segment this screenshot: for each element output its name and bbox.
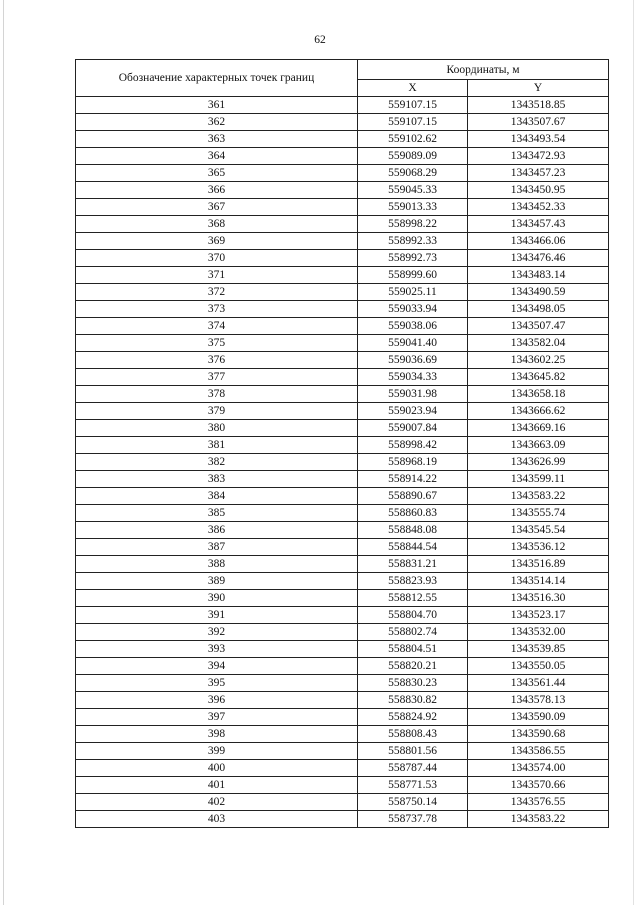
point-number-cell: 398 bbox=[76, 726, 358, 743]
point-number-cell: 384 bbox=[76, 488, 358, 505]
y-coordinate-cell: 1343666.62 bbox=[468, 403, 609, 420]
y-coordinate-cell: 1343663.09 bbox=[468, 437, 609, 454]
point-number-cell: 361 bbox=[76, 97, 358, 114]
table-row bbox=[76, 369, 609, 386]
header-x: X bbox=[358, 80, 468, 97]
x-coordinate-cell: 559036.69 bbox=[358, 352, 468, 369]
header-coordinates: Координаты, м bbox=[358, 60, 609, 80]
point-number-cell: 403 bbox=[76, 811, 358, 828]
table-row bbox=[76, 148, 609, 165]
table-row bbox=[76, 454, 609, 471]
point-number-cell: 383 bbox=[76, 471, 358, 488]
y-coordinate-cell: 1343590.09 bbox=[468, 709, 609, 726]
x-coordinate-cell: 559041.40 bbox=[358, 335, 468, 352]
x-coordinate-cell: 558808.43 bbox=[358, 726, 468, 743]
table-row bbox=[76, 488, 609, 505]
point-number-cell: 362 bbox=[76, 114, 358, 131]
x-coordinate-cell: 558844.54 bbox=[358, 539, 468, 556]
x-coordinate-cell: 559023.94 bbox=[358, 403, 468, 420]
table-row bbox=[76, 522, 609, 539]
table-row bbox=[76, 318, 609, 335]
point-number-cell: 376 bbox=[76, 352, 358, 369]
x-coordinate-cell: 559068.29 bbox=[358, 165, 468, 182]
table-row bbox=[76, 267, 609, 284]
y-coordinate-cell: 1343539.85 bbox=[468, 641, 609, 658]
table-row bbox=[76, 743, 609, 760]
point-number-cell: 396 bbox=[76, 692, 358, 709]
point-number-cell: 402 bbox=[76, 794, 358, 811]
y-coordinate-cell: 1343466.06 bbox=[468, 233, 609, 250]
point-number-cell: 365 bbox=[76, 165, 358, 182]
x-coordinate-cell: 559025.11 bbox=[358, 284, 468, 301]
x-coordinate-cell: 558801.56 bbox=[358, 743, 468, 760]
y-coordinate-cell: 1343493.54 bbox=[468, 131, 609, 148]
y-coordinate-cell: 1343490.59 bbox=[468, 284, 609, 301]
table-row bbox=[76, 675, 609, 692]
table-row bbox=[76, 182, 609, 199]
x-coordinate-cell: 559034.33 bbox=[358, 369, 468, 386]
table-row bbox=[76, 165, 609, 182]
x-coordinate-cell: 559038.06 bbox=[358, 318, 468, 335]
coordinates-table bbox=[75, 59, 609, 828]
point-number-cell: 370 bbox=[76, 250, 358, 267]
y-coordinate-cell: 1343507.67 bbox=[468, 114, 609, 131]
table-row bbox=[76, 352, 609, 369]
table-row bbox=[76, 386, 609, 403]
table-row bbox=[76, 726, 609, 743]
x-coordinate-cell: 558750.14 bbox=[358, 794, 468, 811]
point-number-cell: 392 bbox=[76, 624, 358, 641]
y-coordinate-cell: 1343550.05 bbox=[468, 658, 609, 675]
y-coordinate-cell: 1343645.82 bbox=[468, 369, 609, 386]
x-coordinate-cell: 558737.78 bbox=[358, 811, 468, 828]
x-coordinate-cell: 559045.33 bbox=[358, 182, 468, 199]
y-coordinate-cell: 1343483.14 bbox=[468, 267, 609, 284]
y-coordinate-cell: 1343452.33 bbox=[468, 199, 609, 216]
y-coordinate-cell: 1343516.30 bbox=[468, 590, 609, 607]
point-number-cell: 377 bbox=[76, 369, 358, 386]
x-coordinate-cell: 558890.67 bbox=[358, 488, 468, 505]
y-coordinate-cell: 1343599.11 bbox=[468, 471, 609, 488]
table-row bbox=[76, 471, 609, 488]
x-coordinate-cell: 558998.22 bbox=[358, 216, 468, 233]
y-coordinate-cell: 1343590.68 bbox=[468, 726, 609, 743]
y-coordinate-cell: 1343516.89 bbox=[468, 556, 609, 573]
y-coordinate-cell: 1343536.12 bbox=[468, 539, 609, 556]
y-coordinate-cell: 1343570.66 bbox=[468, 777, 609, 794]
header-y: Y bbox=[468, 80, 609, 97]
y-coordinate-cell: 1343574.00 bbox=[468, 760, 609, 777]
table-row bbox=[76, 505, 609, 522]
x-coordinate-cell: 558992.73 bbox=[358, 250, 468, 267]
table-row bbox=[76, 573, 609, 590]
point-number-cell: 369 bbox=[76, 233, 358, 250]
point-number-cell: 397 bbox=[76, 709, 358, 726]
y-coordinate-cell: 1343476.46 bbox=[468, 250, 609, 267]
point-number-cell: 364 bbox=[76, 148, 358, 165]
table-row bbox=[76, 216, 609, 233]
y-coordinate-cell: 1343578.13 bbox=[468, 692, 609, 709]
x-coordinate-cell: 558992.33 bbox=[358, 233, 468, 250]
y-coordinate-cell: 1343583.22 bbox=[468, 811, 609, 828]
point-number-cell: 401 bbox=[76, 777, 358, 794]
point-number-cell: 382 bbox=[76, 454, 358, 471]
point-number-cell: 395 bbox=[76, 675, 358, 692]
table-row bbox=[76, 641, 609, 658]
point-number-cell: 393 bbox=[76, 641, 358, 658]
y-coordinate-cell: 1343545.54 bbox=[468, 522, 609, 539]
x-coordinate-cell: 558820.21 bbox=[358, 658, 468, 675]
point-number-cell: 371 bbox=[76, 267, 358, 284]
y-coordinate-cell: 1343602.25 bbox=[468, 352, 609, 369]
point-number-cell: 373 bbox=[76, 301, 358, 318]
point-number-cell: 372 bbox=[76, 284, 358, 301]
table-row bbox=[76, 335, 609, 352]
x-coordinate-cell: 559031.98 bbox=[358, 386, 468, 403]
header-point-designation: Обозначение характерных точек границ bbox=[76, 60, 358, 97]
x-coordinate-cell: 558812.55 bbox=[358, 590, 468, 607]
y-coordinate-cell: 1343586.55 bbox=[468, 743, 609, 760]
x-coordinate-cell: 558771.53 bbox=[358, 777, 468, 794]
x-coordinate-cell: 558998.42 bbox=[358, 437, 468, 454]
x-coordinate-cell: 558823.93 bbox=[358, 573, 468, 590]
x-coordinate-cell: 559107.15 bbox=[358, 97, 468, 114]
point-number-cell: 389 bbox=[76, 573, 358, 590]
y-coordinate-cell: 1343518.85 bbox=[468, 97, 609, 114]
y-coordinate-cell: 1343472.93 bbox=[468, 148, 609, 165]
point-number-cell: 391 bbox=[76, 607, 358, 624]
table-row bbox=[76, 607, 609, 624]
point-number-cell: 374 bbox=[76, 318, 358, 335]
table-row bbox=[76, 794, 609, 811]
x-coordinate-cell: 558787.44 bbox=[358, 760, 468, 777]
y-coordinate-cell: 1343523.17 bbox=[468, 607, 609, 624]
table-row bbox=[76, 420, 609, 437]
point-number-cell: 400 bbox=[76, 760, 358, 777]
page-number: 62 bbox=[314, 34, 326, 46]
table-row bbox=[76, 301, 609, 318]
scan-edge-right bbox=[633, 0, 634, 905]
table-row bbox=[76, 250, 609, 267]
table-row bbox=[76, 692, 609, 709]
y-coordinate-cell: 1343514.14 bbox=[468, 573, 609, 590]
table-row bbox=[76, 811, 609, 828]
point-number-cell: 381 bbox=[76, 437, 358, 454]
x-coordinate-cell: 559033.94 bbox=[358, 301, 468, 318]
x-coordinate-cell: 558830.82 bbox=[358, 692, 468, 709]
point-number-cell: 367 bbox=[76, 199, 358, 216]
x-coordinate-cell: 559013.33 bbox=[358, 199, 468, 216]
point-number-cell: 390 bbox=[76, 590, 358, 607]
x-coordinate-cell: 559107.15 bbox=[358, 114, 468, 131]
y-coordinate-cell: 1343532.00 bbox=[468, 624, 609, 641]
x-coordinate-cell: 558968.19 bbox=[358, 454, 468, 471]
y-coordinate-cell: 1343457.43 bbox=[468, 216, 609, 233]
table-row bbox=[76, 97, 609, 114]
table-row bbox=[76, 199, 609, 216]
x-coordinate-cell: 559102.62 bbox=[358, 131, 468, 148]
point-number-cell: 387 bbox=[76, 539, 358, 556]
y-coordinate-cell: 1343555.74 bbox=[468, 505, 609, 522]
table-body bbox=[76, 97, 609, 828]
table-row bbox=[76, 403, 609, 420]
y-coordinate-cell: 1343561.44 bbox=[468, 675, 609, 692]
y-coordinate-cell: 1343583.22 bbox=[468, 488, 609, 505]
x-coordinate-cell: 558824.92 bbox=[358, 709, 468, 726]
x-coordinate-cell: 558804.51 bbox=[358, 641, 468, 658]
x-coordinate-cell: 558999.60 bbox=[358, 267, 468, 284]
point-number-cell: 379 bbox=[76, 403, 358, 420]
point-number-cell: 394 bbox=[76, 658, 358, 675]
y-coordinate-cell: 1343582.04 bbox=[468, 335, 609, 352]
table-row bbox=[76, 114, 609, 131]
y-coordinate-cell: 1343576.55 bbox=[468, 794, 609, 811]
scan-edge-left bbox=[3, 0, 4, 905]
point-number-cell: 385 bbox=[76, 505, 358, 522]
point-number-cell: 375 bbox=[76, 335, 358, 352]
table-row bbox=[76, 777, 609, 794]
table-row bbox=[76, 624, 609, 641]
x-coordinate-cell: 559007.84 bbox=[358, 420, 468, 437]
point-number-cell: 380 bbox=[76, 420, 358, 437]
table-row bbox=[76, 556, 609, 573]
y-coordinate-cell: 1343507.47 bbox=[468, 318, 609, 335]
x-coordinate-cell: 558831.21 bbox=[358, 556, 468, 573]
point-number-cell: 368 bbox=[76, 216, 358, 233]
x-coordinate-cell: 559089.09 bbox=[358, 148, 468, 165]
x-coordinate-cell: 558914.22 bbox=[358, 471, 468, 488]
x-coordinate-cell: 558802.74 bbox=[358, 624, 468, 641]
point-number-cell: 366 bbox=[76, 182, 358, 199]
table-row bbox=[76, 284, 609, 301]
point-number-cell: 388 bbox=[76, 556, 358, 573]
table-row bbox=[76, 709, 609, 726]
x-coordinate-cell: 558848.08 bbox=[358, 522, 468, 539]
point-number-cell: 378 bbox=[76, 386, 358, 403]
y-coordinate-cell: 1343658.18 bbox=[468, 386, 609, 403]
y-coordinate-cell: 1343498.05 bbox=[468, 301, 609, 318]
table-row bbox=[76, 233, 609, 250]
table-row bbox=[76, 437, 609, 454]
y-coordinate-cell: 1343669.16 bbox=[468, 420, 609, 437]
point-number-cell: 399 bbox=[76, 743, 358, 760]
point-number-cell: 363 bbox=[76, 131, 358, 148]
table-row bbox=[76, 760, 609, 777]
point-number-cell: 386 bbox=[76, 522, 358, 539]
table-row bbox=[76, 539, 609, 556]
table-row bbox=[76, 131, 609, 148]
x-coordinate-cell: 558830.23 bbox=[358, 675, 468, 692]
x-coordinate-cell: 558860.83 bbox=[358, 505, 468, 522]
y-coordinate-cell: 1343450.95 bbox=[468, 182, 609, 199]
table-row bbox=[76, 590, 609, 607]
x-coordinate-cell: 558804.70 bbox=[358, 607, 468, 624]
y-coordinate-cell: 1343626.99 bbox=[468, 454, 609, 471]
y-coordinate-cell: 1343457.23 bbox=[468, 165, 609, 182]
table-row bbox=[76, 658, 609, 675]
